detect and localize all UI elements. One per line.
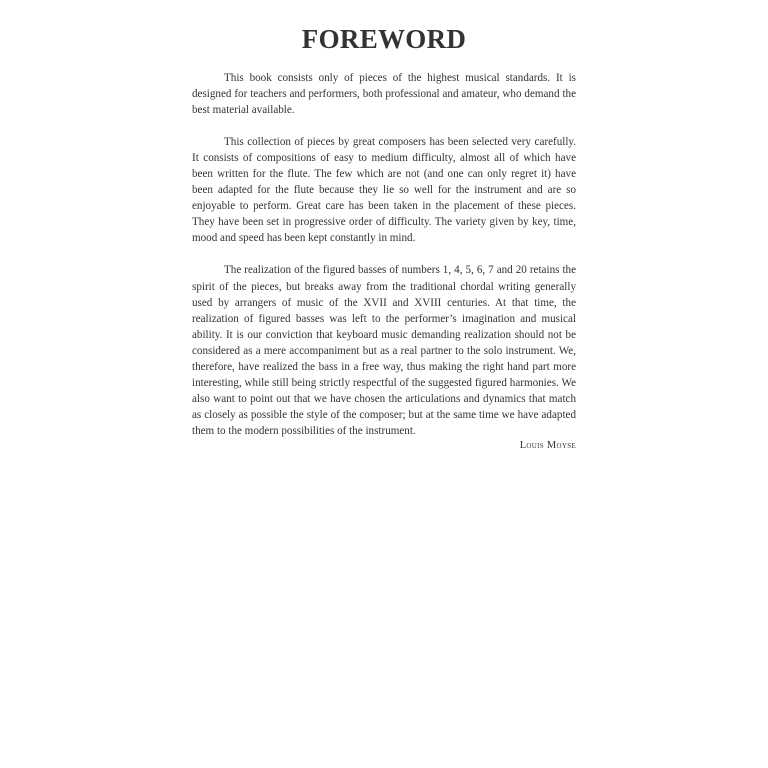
paragraph-figured-basses: The realization of the figured basses of numbers 1, 4, 5, 6, 7 and 20 retains the spirit of the pieces, but breaks away from the traditional chordal writing generally used by arrangers of music of the XVII and XVIII centuries. At that time, the realization of figured basses was left to the performer’s imagination and musical ability. It is our conviction that keyboard music demanding realization should not be considered as a mere accompaniment but as a real partner to the solo instrument. We, therefore, have realized the bass in a free way, thus making the right hand part more interesting, while still being strictly respectful of the suggested figured harmonies. We also want to point out that we have chosen the articulations and dynamics that match as closely as possible the style of the composer; but at the same time we have adapted them to the modern possibilities of the instrument. xyxy=(192,264,576,437)
paragraph-collection: This collection of pieces by great composers has been selected very carefully. It consists of compositions of easy to medium difficulty, almost all of which have been written for the flute. The few which are not (and one can only regret it) have been adapted for the flute because they lie so well for the instrument and are so enjoyable to perform. Great care has been taken in the placement of these pieces. They have been set in progressive order of difficulty. The variety given by key, time, mood and speed has been kept constantly in mind. xyxy=(192,136,576,245)
page-title: FOREWORD xyxy=(301,24,467,54)
foreword-body xyxy=(192,70,576,455)
author-signature: Louis Moyse xyxy=(519,440,576,451)
paragraph-intro: This book consists only of pieces of the highest musical standards. It is designed for teachers and performers, both professional and amateur, who demand the best material available. xyxy=(192,72,576,117)
